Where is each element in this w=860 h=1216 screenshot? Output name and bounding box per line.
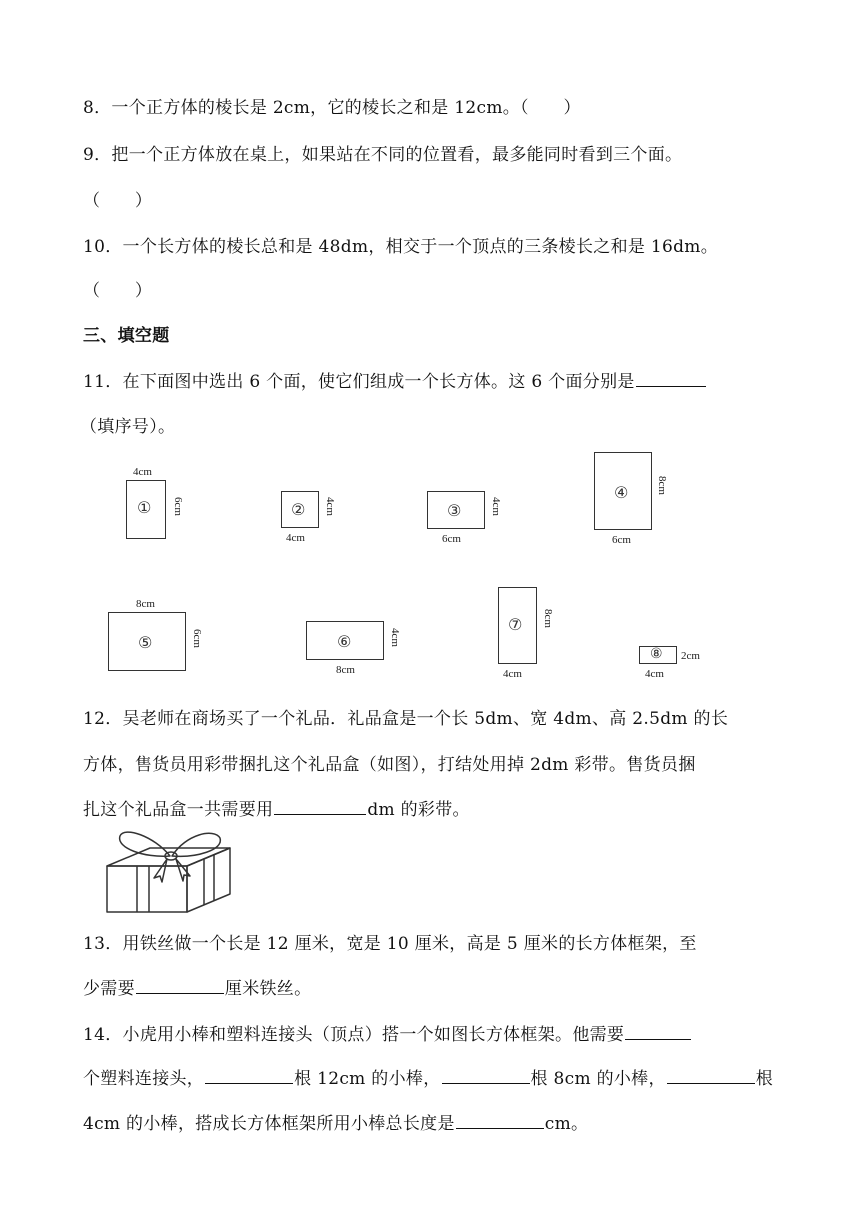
question-14-text: 根 (755, 1069, 774, 1089)
fig2-side-label: 4cm (324, 497, 336, 516)
question-14 (83, 1020, 692, 1045)
fig8-bottom-label: 4cm (645, 668, 664, 680)
question-11 (83, 367, 707, 392)
question-14-line3 (83, 1109, 588, 1134)
fig6-side-label: 4cm (389, 628, 401, 647)
fig2-number: ② (291, 500, 306, 519)
fig7-side-label: 8cm (542, 609, 554, 628)
answer-blank[interactable] (274, 797, 366, 815)
question-14-line2 (83, 1064, 773, 1089)
fig7-number: ⑦ (508, 615, 523, 634)
answer-blank[interactable] (205, 1066, 293, 1084)
question-12-unit: dm 的彩带。 (367, 800, 470, 820)
fig4-number: ④ (614, 483, 629, 502)
question-12-line3 (83, 795, 470, 820)
fig2-bottom-label: 4cm (286, 532, 305, 544)
section-heading: 三、填空题 (83, 326, 170, 346)
fig6-number: ⑥ (337, 632, 352, 651)
fig8-number: ⑧ (650, 646, 663, 662)
question-14-text: 个塑料连接头， (83, 1069, 205, 1089)
answer-blank[interactable] (136, 976, 224, 994)
question-12-line2: 方体，售货员用彩带捆扎这个礼品盒（如图），打结处用掉 2dm 彩带。售货员捆 (83, 755, 696, 775)
answer-blank[interactable] (456, 1111, 544, 1129)
fig3-bottom-label: 6cm (442, 533, 461, 545)
question-12: 12．吴老师在商场买了一个礼品．礼品盒是一个长 5dm、宽 4dm、高 2.5dm 的长 (83, 709, 729, 729)
question-11-continued: （填序号）。 (80, 417, 176, 437)
fig3-number: ③ (447, 501, 462, 520)
question-10: 10．一个长方体的棱长总和是 48dm，相交于一个顶点的三条棱长之和是 16dm。 (83, 237, 719, 257)
question-13: 13．用铁丝做一个长是 12 厘米，宽是 10 厘米，高是 5 厘米的长方体框架，至 (83, 934, 697, 954)
fig7-bottom-label: 4cm (503, 668, 522, 680)
question-14-unit: cm。 (544, 1114, 589, 1134)
question-13-line2 (83, 974, 311, 999)
fig3-side-label: 4cm (490, 497, 502, 516)
answer-blank[interactable] (625, 1022, 691, 1040)
question-13-text: 少需要 (83, 979, 135, 999)
question-12-text: 扎这个礼品盒一共需要用 (83, 800, 274, 820)
fig5-top-label: 8cm (136, 598, 155, 610)
question-14-text: 4cm 的小棒，搭成长方体框架所用小棒总长度是 (83, 1114, 455, 1134)
gift-box-illustration (104, 826, 236, 916)
fig5-number: ⑤ (138, 633, 153, 652)
fig4-side-label: 8cm (656, 476, 668, 495)
fig1-side-label: 6cm (172, 497, 184, 516)
fig5-side-label: 6cm (191, 629, 203, 648)
question-14-text: 根 12cm 的小棒， (294, 1069, 441, 1089)
fig1-number: ① (137, 498, 152, 517)
question-9: 9．把一个正方体放在桌上，如果站在不同的位置看，最多能同时看到三个面。 (83, 145, 683, 165)
fig1-top-label: 4cm (133, 466, 152, 478)
question-11-text: 11．在下面图中选出 6 个面，使它们组成一个长方体。这 6 个面分别是 (83, 372, 635, 392)
answer-blank[interactable] (442, 1066, 530, 1084)
fig8-side-label: 2cm (681, 650, 700, 662)
fig6-bottom-label: 8cm (336, 664, 355, 676)
answer-blank[interactable] (636, 369, 706, 387)
question-8: 8．一个正方体的棱长是 2cm，它的棱长之和是 12cm。（ ） (83, 98, 581, 118)
question-9-answer-parens: （ ） (83, 191, 153, 211)
answer-blank[interactable] (667, 1066, 755, 1084)
fig4-bottom-label: 6cm (612, 534, 631, 546)
question-14-text: 14．小虎用小棒和塑料连接头（顶点）搭一个如图长方体框架。他需要 (83, 1025, 625, 1045)
question-14-text: 根 8cm 的小棒， (530, 1069, 666, 1089)
question-10-answer-parens: （ ） (83, 281, 153, 301)
question-13-unit: 厘米铁丝。 (224, 979, 312, 999)
